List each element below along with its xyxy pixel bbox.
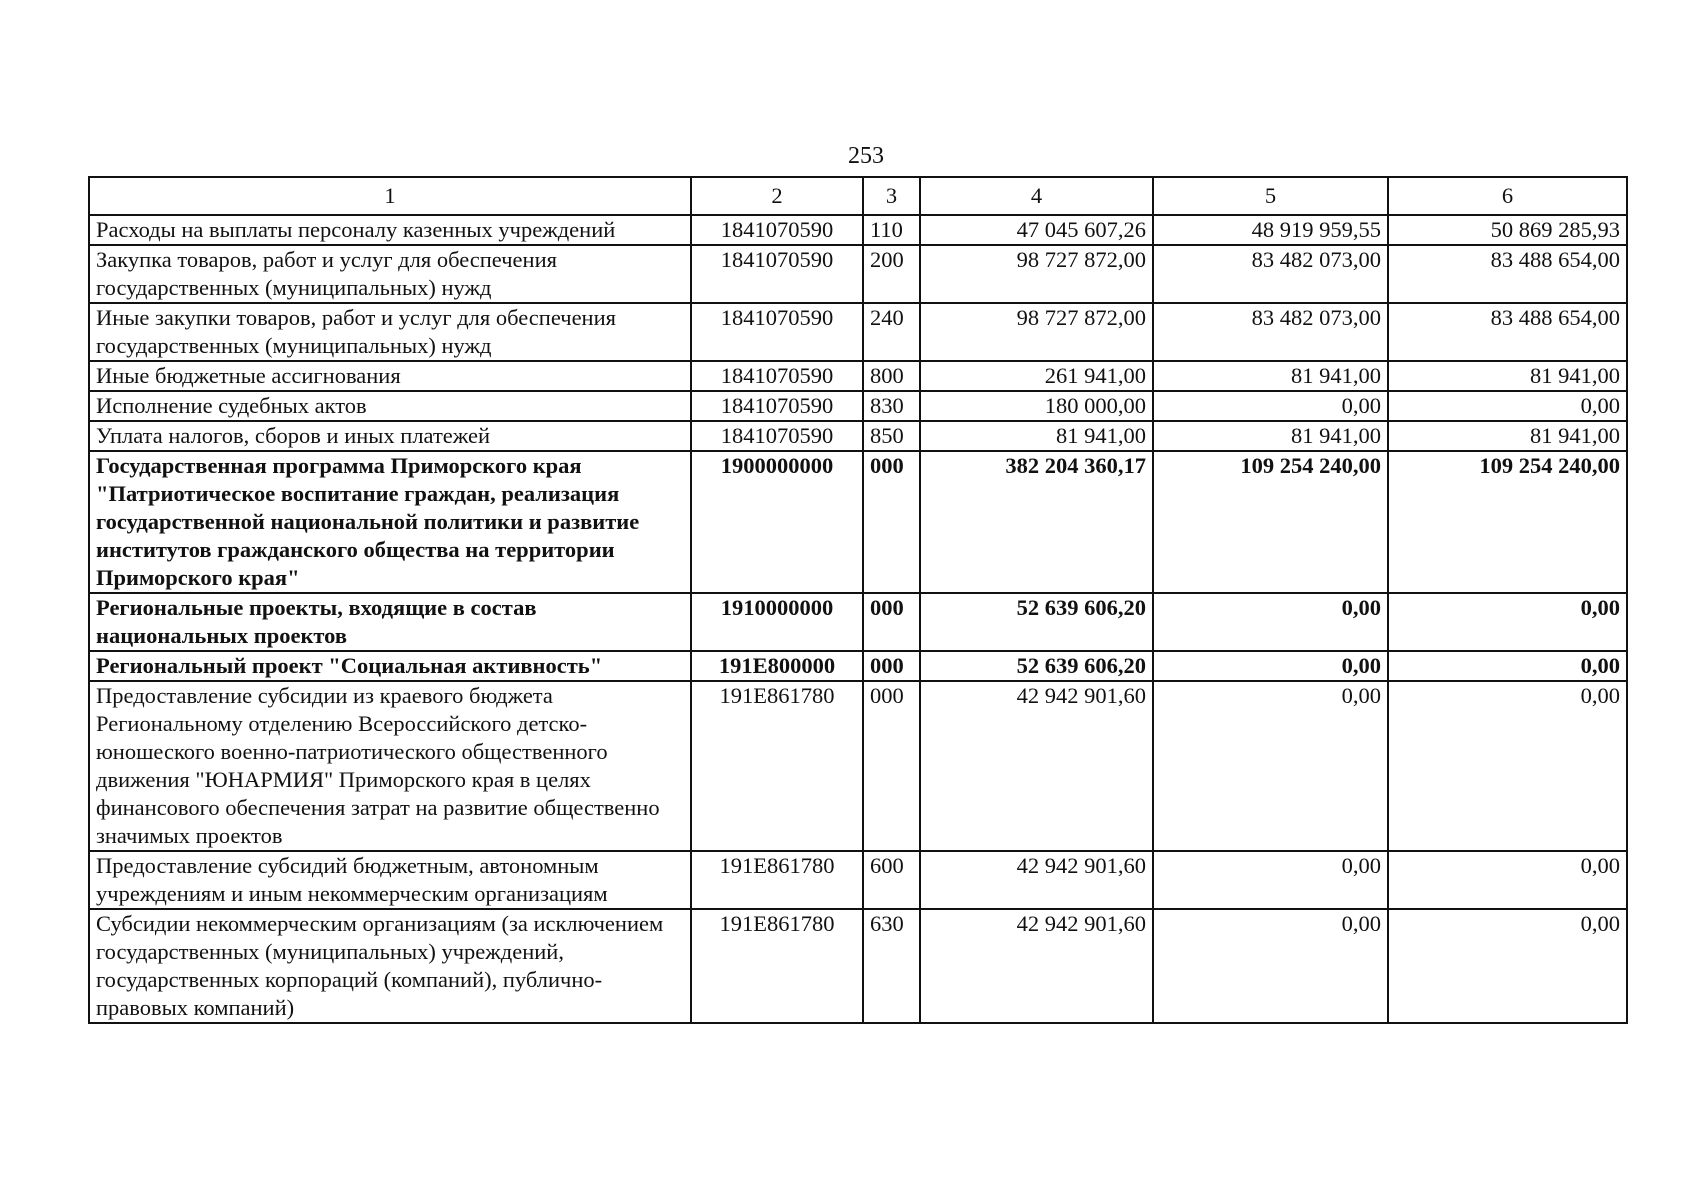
expense-type-cell: 240 <box>863 303 920 361</box>
expense-type-cell: 200 <box>863 245 920 303</box>
amount-col4-cell: 81 941,00 <box>920 421 1153 451</box>
amount-col4-cell: 180 000,00 <box>920 391 1153 421</box>
budget-table <box>88 176 1628 1024</box>
amount-col5-cell: 0,00 <box>1153 909 1388 1023</box>
amount-col5-cell: 109 254 240,00 <box>1153 451 1388 593</box>
table-row <box>89 245 1627 303</box>
table-row <box>89 651 1627 681</box>
amount-col6-cell: 0,00 <box>1388 651 1627 681</box>
amount-col4-cell: 42 942 901,60 <box>920 851 1153 909</box>
column-header-4: 4 <box>920 177 1153 215</box>
target-code-cell: 1900000000 <box>691 451 863 593</box>
column-header-6: 6 <box>1388 177 1627 215</box>
amount-col6-cell: 83 488 654,00 <box>1388 303 1627 361</box>
expense-type-cell: 830 <box>863 391 920 421</box>
expense-type-cell: 110 <box>863 215 920 245</box>
target-code-cell: 1841070590 <box>691 361 863 391</box>
expense-type-cell: 000 <box>863 593 920 651</box>
amount-col6-cell: 0,00 <box>1388 909 1627 1023</box>
table-row <box>89 909 1627 1023</box>
amount-col4-cell: 98 727 872,00 <box>920 245 1153 303</box>
page-number: 253 <box>848 143 884 169</box>
amount-col6-cell: 83 488 654,00 <box>1388 245 1627 303</box>
amount-col6-cell: 0,00 <box>1388 593 1627 651</box>
amount-col5-cell: 81 941,00 <box>1153 421 1388 451</box>
target-code-cell: 1841070590 <box>691 391 863 421</box>
amount-col4-cell: 42 942 901,60 <box>920 681 1153 851</box>
amount-col5-cell: 83 482 073,00 <box>1153 245 1388 303</box>
expense-name-cell: Расходы на выплаты персоналу казенных учреждений <box>89 215 691 245</box>
expense-name-cell: Закупка товаров, работ и услуг для обеспечения государственных (муниципальных) нужд <box>89 245 691 303</box>
column-header-2: 2 <box>691 177 863 215</box>
column-header-1: 1 <box>89 177 691 215</box>
amount-col4-cell: 47 045 607,26 <box>920 215 1153 245</box>
target-code-cell: 1841070590 <box>691 215 863 245</box>
table-row <box>89 391 1627 421</box>
expense-type-cell: 000 <box>863 451 920 593</box>
amount-col4-cell: 261 941,00 <box>920 361 1153 391</box>
target-code-cell: 1841070590 <box>691 245 863 303</box>
target-code-cell: 1910000000 <box>691 593 863 651</box>
table-row <box>89 361 1627 391</box>
table-row <box>89 303 1627 361</box>
expense-name-cell: Региональные проекты, входящие в состав национальных проектов <box>89 593 691 651</box>
table-row <box>89 593 1627 651</box>
table-body <box>89 215 1627 1023</box>
amount-col6-cell: 109 254 240,00 <box>1388 451 1627 593</box>
amount-col6-cell: 50 869 285,93 <box>1388 215 1627 245</box>
target-code-cell: 191E861780 <box>691 851 863 909</box>
amount-col5-cell: 83 482 073,00 <box>1153 303 1388 361</box>
amount-col5-cell: 0,00 <box>1153 651 1388 681</box>
expense-name-cell: Субсидии некоммерческим организациям (за исключением государственных (муниципальных) учреждений, государственных корпораций (компаний), публично-правовых компаний) <box>89 909 691 1023</box>
amount-col5-cell: 81 941,00 <box>1153 361 1388 391</box>
expense-name-cell: Уплата налогов, сборов и иных платежей <box>89 421 691 451</box>
amount-col5-cell: 48 919 959,55 <box>1153 215 1388 245</box>
expense-name-cell: Иные закупки товаров, работ и услуг для обеспечения государственных (муниципальных) нужд <box>89 303 691 361</box>
amount-col4-cell: 52 639 606,20 <box>920 651 1153 681</box>
amount-col4-cell: 382 204 360,17 <box>920 451 1153 593</box>
amount-col5-cell: 0,00 <box>1153 391 1388 421</box>
table-row <box>89 421 1627 451</box>
amount-col6-cell: 81 941,00 <box>1388 361 1627 391</box>
expense-name-cell: Предоставление субсидий бюджетным, автономным учреждениям и иным некоммерческим организациям <box>89 851 691 909</box>
amount-col4-cell: 52 639 606,20 <box>920 593 1153 651</box>
expense-name-cell: Государственная программа Приморского края "Патриотическое воспитание граждан, реализация государственной национальной политики и развитие институтов гражданского общества на территории Приморского края" <box>89 451 691 593</box>
expense-name-cell: Иные бюджетные ассигнования <box>89 361 691 391</box>
target-code-cell: 1841070590 <box>691 303 863 361</box>
column-header-5: 5 <box>1153 177 1388 215</box>
amount-col6-cell: 0,00 <box>1388 681 1627 851</box>
expense-name-cell: Региональный проект "Социальная активность" <box>89 651 691 681</box>
expense-type-cell: 600 <box>863 851 920 909</box>
target-code-cell: 191E800000 <box>691 651 863 681</box>
target-code-cell: 1841070590 <box>691 421 863 451</box>
amount-col5-cell: 0,00 <box>1153 851 1388 909</box>
table-row <box>89 681 1627 851</box>
amount-col4-cell: 42 942 901,60 <box>920 909 1153 1023</box>
amount-col5-cell: 0,00 <box>1153 681 1388 851</box>
table-row <box>89 451 1627 593</box>
amount-col6-cell: 81 941,00 <box>1388 421 1627 451</box>
amount-col6-cell: 0,00 <box>1388 851 1627 909</box>
expense-name-cell: Исполнение судебных актов <box>89 391 691 421</box>
table-row <box>89 851 1627 909</box>
expense-type-cell: 000 <box>863 681 920 851</box>
target-code-cell: 191E861780 <box>691 909 863 1023</box>
amount-col5-cell: 0,00 <box>1153 593 1388 651</box>
amount-col4-cell: 98 727 872,00 <box>920 303 1153 361</box>
target-code-cell: 191E861780 <box>691 681 863 851</box>
expense-type-cell: 630 <box>863 909 920 1023</box>
header-row <box>89 177 1627 215</box>
expense-name-cell: Предоставление субсидии из краевого бюджета Региональному отделению Всероссийского детско-юношеского военно-патриотического общественного движения "ЮНАРМИЯ" Приморского края в целях финансового обеспечения затрат на развитие общественно значимых проектов <box>89 681 691 851</box>
column-header-3: 3 <box>863 177 920 215</box>
table-row <box>89 215 1627 245</box>
amount-col6-cell: 0,00 <box>1388 391 1627 421</box>
expense-type-cell: 850 <box>863 421 920 451</box>
expense-type-cell: 000 <box>863 651 920 681</box>
expense-type-cell: 800 <box>863 361 920 391</box>
